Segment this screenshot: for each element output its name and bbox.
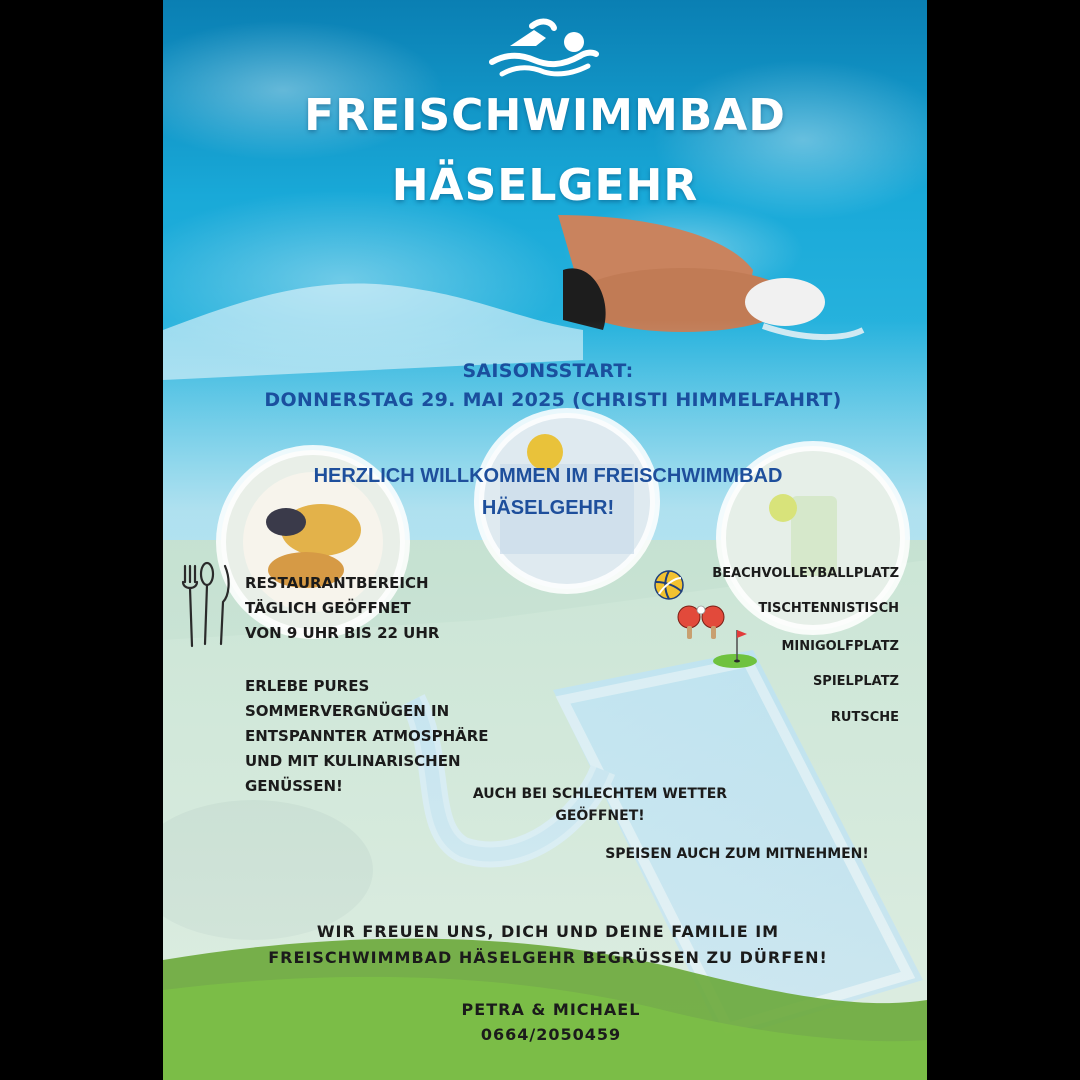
closing-line-1: WIR FREUEN UNS, DICH UND DEINE FAMILIE IM: [316, 922, 780, 941]
experience-line: ERLEBE PURES: [245, 677, 370, 695]
weather-line-1: AUCH BEI SCHLECHTEM WETTER: [472, 786, 728, 802]
amenity-spielplatz: SPIELPLATZ: [812, 674, 899, 689]
experience-line: UND MIT KULINARISCHEN: [245, 752, 461, 770]
welcome-line-1: HERZLICH WILLKOMMEN IM FREISCHWIMMBAD: [313, 465, 783, 487]
closing-line-2: FREISCHWIMMBAD HÄSELGEHR BEGRÜSSEN ZU DÜRFEN!: [268, 948, 828, 967]
season-start-label: SAISONSSTART:: [462, 360, 634, 382]
amenity-beachvolleyball: BEACHVOLLEYBALLPLATZ: [712, 566, 899, 581]
minigolf-flag-icon: [711, 626, 759, 670]
season-start-date: DONNERSTAG 29. MAI 2025 (CHRISTI HIMMELFAHRT): [264, 389, 842, 411]
experience-line: GENÜSSEN!: [245, 777, 343, 795]
experience-text: [245, 674, 489, 799]
amenity-tischtennis: TISCHTENNISTISCH: [758, 601, 899, 616]
takeaway-text: SPEISEN AUCH ZUM MITNEHMEN!: [605, 846, 869, 862]
restaurant-line: TÄGLICH GEÖFFNET: [245, 599, 411, 617]
amenity-rutsche: RUTSCHE: [830, 710, 899, 725]
swimmer-logo-icon: [488, 16, 600, 78]
contact-name: PETRA & MICHAEL: [461, 1000, 641, 1019]
volleyball-icon: [654, 570, 684, 600]
restaurant-line: RESTAURANTBEREICH: [245, 574, 429, 592]
experience-line: SOMMERVERGNÜGEN IN: [245, 702, 450, 720]
poster: [163, 0, 927, 1080]
welcome-line-2: HÄSELGEHR!: [481, 497, 615, 519]
restaurant-line: VON 9 UHR BIS 22 UHR: [245, 624, 440, 642]
title-line-1: FREISCHWIMMBAD: [304, 90, 786, 141]
experience-line: ENTSPANNTER ATMOSPHÄRE: [245, 727, 489, 745]
title-line-2: HÄSELGEHR: [391, 160, 699, 211]
cutlery-icon: [179, 560, 235, 652]
contact-phone: 0664/2050459: [480, 1025, 622, 1044]
weather-line-2: GEÖFFNET!: [555, 808, 645, 824]
amenity-minigolf: MINIGOLFPLATZ: [781, 639, 899, 654]
restaurant-info: [245, 571, 439, 646]
